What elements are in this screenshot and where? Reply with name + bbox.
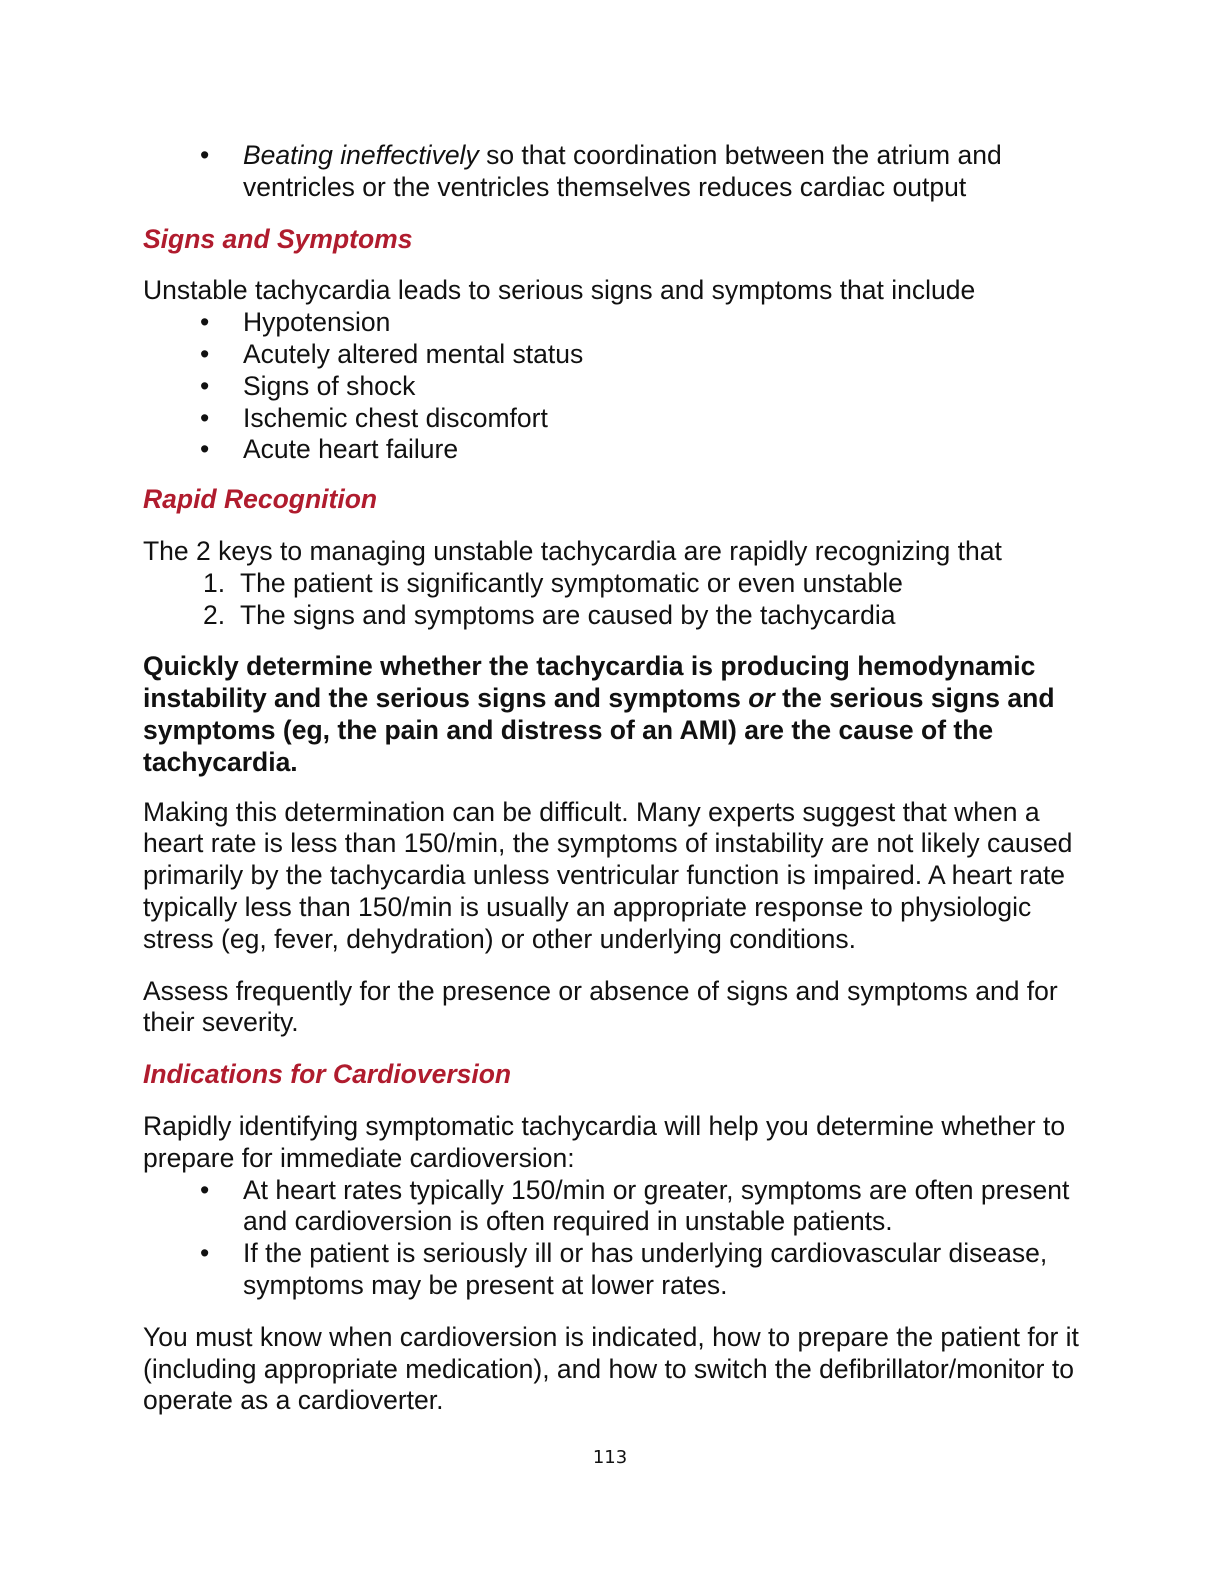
signs-lead: Unstable tachycardia leads to serious signs and symptoms that include xyxy=(143,275,976,306)
list-item xyxy=(143,600,1083,632)
bullet-icon: • xyxy=(200,402,210,433)
list-item xyxy=(143,434,1083,466)
section-heading-signs: Signs and Symptoms xyxy=(143,223,413,254)
emphasis-text: or xyxy=(748,683,775,714)
key-statement-text: the serious signs and symptoms (eg, the pain and distress of an AMI) are the cause of the tachycardia. xyxy=(143,683,1055,777)
closing-paragraph: You must know when cardioversion is indicated, how to prepare the patient for it (including appropriate medication), and how to switch the defibrillator/monitor to operate as a cardioverter. xyxy=(143,1321,1079,1416)
list-item xyxy=(143,339,1083,371)
list-number: 2. xyxy=(203,599,226,630)
bullet-icon: • xyxy=(200,1238,210,1269)
bullet-icon: • xyxy=(200,338,210,369)
list-item-text: Acute heart failure xyxy=(243,434,459,465)
bullet-icon: • xyxy=(200,370,210,401)
list-item-text: Acutely altered mental status xyxy=(243,338,584,369)
list-item xyxy=(143,307,1083,339)
list-item-text: The patient is significantly symptomatic or even unstable xyxy=(240,567,903,598)
list-item-text: Ischemic chest discomfort xyxy=(243,402,548,433)
list-item xyxy=(143,1175,1083,1239)
list-item xyxy=(143,140,1083,204)
list-item xyxy=(143,403,1083,435)
list-item-text: Hypotension xyxy=(243,307,391,338)
list-number: 1. xyxy=(203,567,226,598)
bullet-icon: • xyxy=(200,140,210,170)
bullet-icon: • xyxy=(200,434,210,465)
key-statement-text: Quickly determine whether the tachycardia is producing hemodynamic instability and the serious signs and symptoms xyxy=(143,651,1036,714)
recognition-list xyxy=(143,568,1083,632)
intro-list xyxy=(143,140,1083,204)
list-item-text: Signs of shock xyxy=(243,370,416,401)
signs-list xyxy=(143,307,1083,466)
assess-paragraph: Assess frequently for the presence or absence of signs and symptoms and for their severity. xyxy=(143,975,1058,1038)
list-item-text: At heart rates typically 150/min or greater, symptoms are often present and cardioversion is often required in unstable patients. xyxy=(243,1174,1070,1237)
list-item xyxy=(143,1238,1083,1302)
cardioversion-lead: Rapidly identifying symptomatic tachycardia will help you determine whether to prepare for immediate cardioversion: xyxy=(143,1110,1066,1173)
section-heading-rapid-recognition: Rapid Recognition xyxy=(143,484,378,515)
list-item-text: If the patient is seriously ill or has underlying cardiovascular disease, symptoms may be present at lower rates. xyxy=(243,1238,1048,1300)
list-item xyxy=(143,568,1083,600)
emphasis-text: Beating ineffectively xyxy=(243,140,479,170)
page-content xyxy=(143,140,1083,1417)
list-item-text: The signs and symptoms are caused by the tachycardia xyxy=(240,599,896,630)
page-number: 113 xyxy=(592,1447,628,1468)
determination-paragraph: Making this determination can be difficult. Many experts suggest that when a heart rate is less than 150/min, the symptoms of instability are not likely caused primarily by the tachycardia unless ventricular function is impaired. A heart rate typically less than 150/min is usually an appropriate response to physiologic stress (eg, fever, dehydration) or other underlying conditions. xyxy=(143,796,1073,954)
cardioversion-list xyxy=(143,1175,1083,1302)
bullet-icon: • xyxy=(200,307,210,338)
recognition-lead: The 2 keys to managing unstable tachycardia are rapidly recognizing that xyxy=(143,535,1002,566)
section-heading-cardioversion: Indications for Cardioversion xyxy=(143,1059,512,1090)
list-item xyxy=(143,371,1083,403)
key-statement xyxy=(143,651,1083,778)
bullet-icon: • xyxy=(200,1174,210,1205)
list-item-text: ventricles or the ventricles themselves reduces cardiac output xyxy=(243,171,967,202)
list-item-text: so that coordination between the atrium and xyxy=(478,140,1002,170)
